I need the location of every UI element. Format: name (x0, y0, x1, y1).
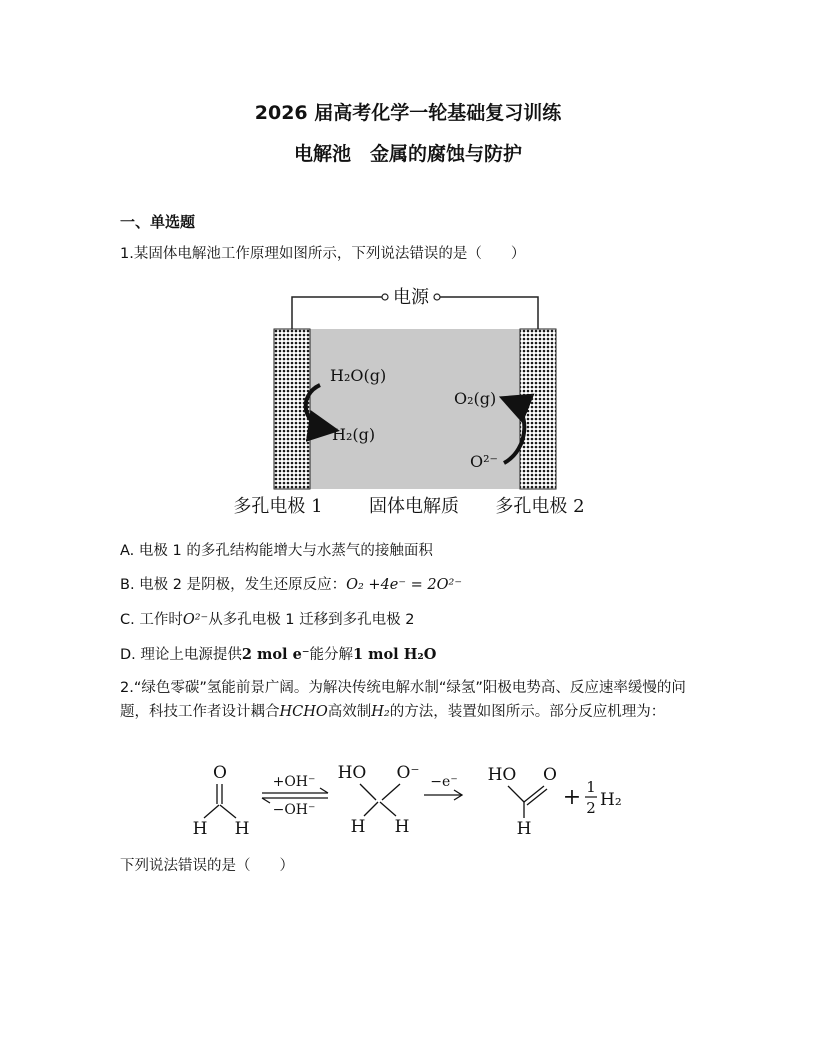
question-2-stem (120, 676, 705, 724)
option-b-text: B. 电极 2 是阴极，发生还原反应： (120, 577, 347, 593)
option-d-water: 1 mol H₂O (352, 646, 437, 663)
electrode-1-label: 多孔电极 1 (233, 496, 323, 517)
fraction-denominator: 2 (586, 799, 596, 817)
atom-h: H (350, 817, 366, 837)
oxide-ion-label: O²⁻ (470, 452, 498, 471)
option-c-ion: O²⁻ (182, 612, 209, 628)
q2-stem-post: 的方法，装置如图所示。部分反应机理为： (389, 704, 666, 720)
q2-h2: H₂ (371, 704, 390, 720)
q2-stem-mid: 高效制 (327, 704, 372, 720)
fraction-numerator: 1 (586, 778, 596, 796)
option-a: A. 电极 1 的多孔结构能增大与水蒸气的接触面积 (120, 543, 433, 559)
formaldehyde-structure (193, 763, 250, 839)
atom-h: H (192, 819, 208, 839)
formate-structure (488, 765, 557, 839)
atom-o: O (213, 763, 227, 783)
atom-h: H (234, 819, 250, 839)
hydrogen-product: H₂ (600, 790, 622, 810)
wire-left (292, 297, 382, 329)
electrolysis-cell-figure (218, 277, 596, 522)
document-title: 2026 届高考化学一轮基础复习训练 (254, 102, 562, 124)
wire-right (440, 297, 538, 329)
oxide-group: O⁻ (396, 763, 420, 783)
electrode-2-label: 多孔电极 2 (495, 496, 585, 517)
remove-hydroxide-label: −OH⁻ (272, 802, 316, 818)
add-hydroxide-label: +OH⁻ (272, 774, 316, 790)
porous-electrode-2 (520, 329, 556, 489)
option-d-electrons: 2 mol e⁻ (241, 646, 310, 663)
question-2-prompt: 下列说法错误的是（ ） (120, 858, 294, 874)
section-heading: 一、单选题 (120, 213, 196, 231)
plus-sign: + (562, 785, 582, 810)
option-c (120, 609, 414, 631)
reaction-mechanism-figure (186, 760, 630, 842)
oxidation-arrow (424, 774, 462, 800)
terminal-right (434, 294, 440, 300)
option-b-formula: O₂ +4e⁻ = 2O²⁻ (346, 577, 462, 593)
electron-loss-label: −e⁻ (430, 774, 458, 790)
equilibrium-arrows (262, 774, 328, 818)
hydroxyl-group: HO (487, 765, 517, 785)
power-source-label: 电源 (393, 287, 429, 308)
option-c-post: 从多孔电极 1 迁移到多孔电极 2 (208, 612, 415, 628)
option-d (120, 644, 436, 666)
o2-label: O₂(g) (454, 389, 497, 408)
question-1-stem: 1.某固体电解池工作原理如图所示，下列说法错误的是（ ） (120, 246, 526, 262)
electrolyte-label: 固体电解质 (369, 496, 459, 517)
q2-stem-pre: 2.“绿色零碳”氢能前景广阔。为解决传统电解水制“绿氢”阳极电势高、反应速率缓慢的问题，科技工作者设计耦合 (120, 680, 686, 720)
atom-h: H (516, 819, 532, 839)
option-c-pre: C. 工作时 (120, 612, 183, 628)
atom-h: H (394, 817, 410, 837)
intermediate-structure (338, 763, 420, 837)
atom-o: O (543, 765, 557, 785)
option-b (120, 574, 462, 596)
option-d-mid: 能分解 (309, 647, 353, 663)
h2o-label: H₂O(g) (330, 366, 387, 385)
h2-label: H₂(g) (332, 425, 376, 444)
option-d-pre: D. 理论上电源提供 (120, 647, 242, 663)
terminal-left (382, 294, 388, 300)
hydroxyl-group: HO (337, 763, 367, 783)
q2-hcho: HCHO (279, 704, 328, 720)
document-subtitle: 电解池 金属的腐蚀与防护 (293, 143, 522, 165)
